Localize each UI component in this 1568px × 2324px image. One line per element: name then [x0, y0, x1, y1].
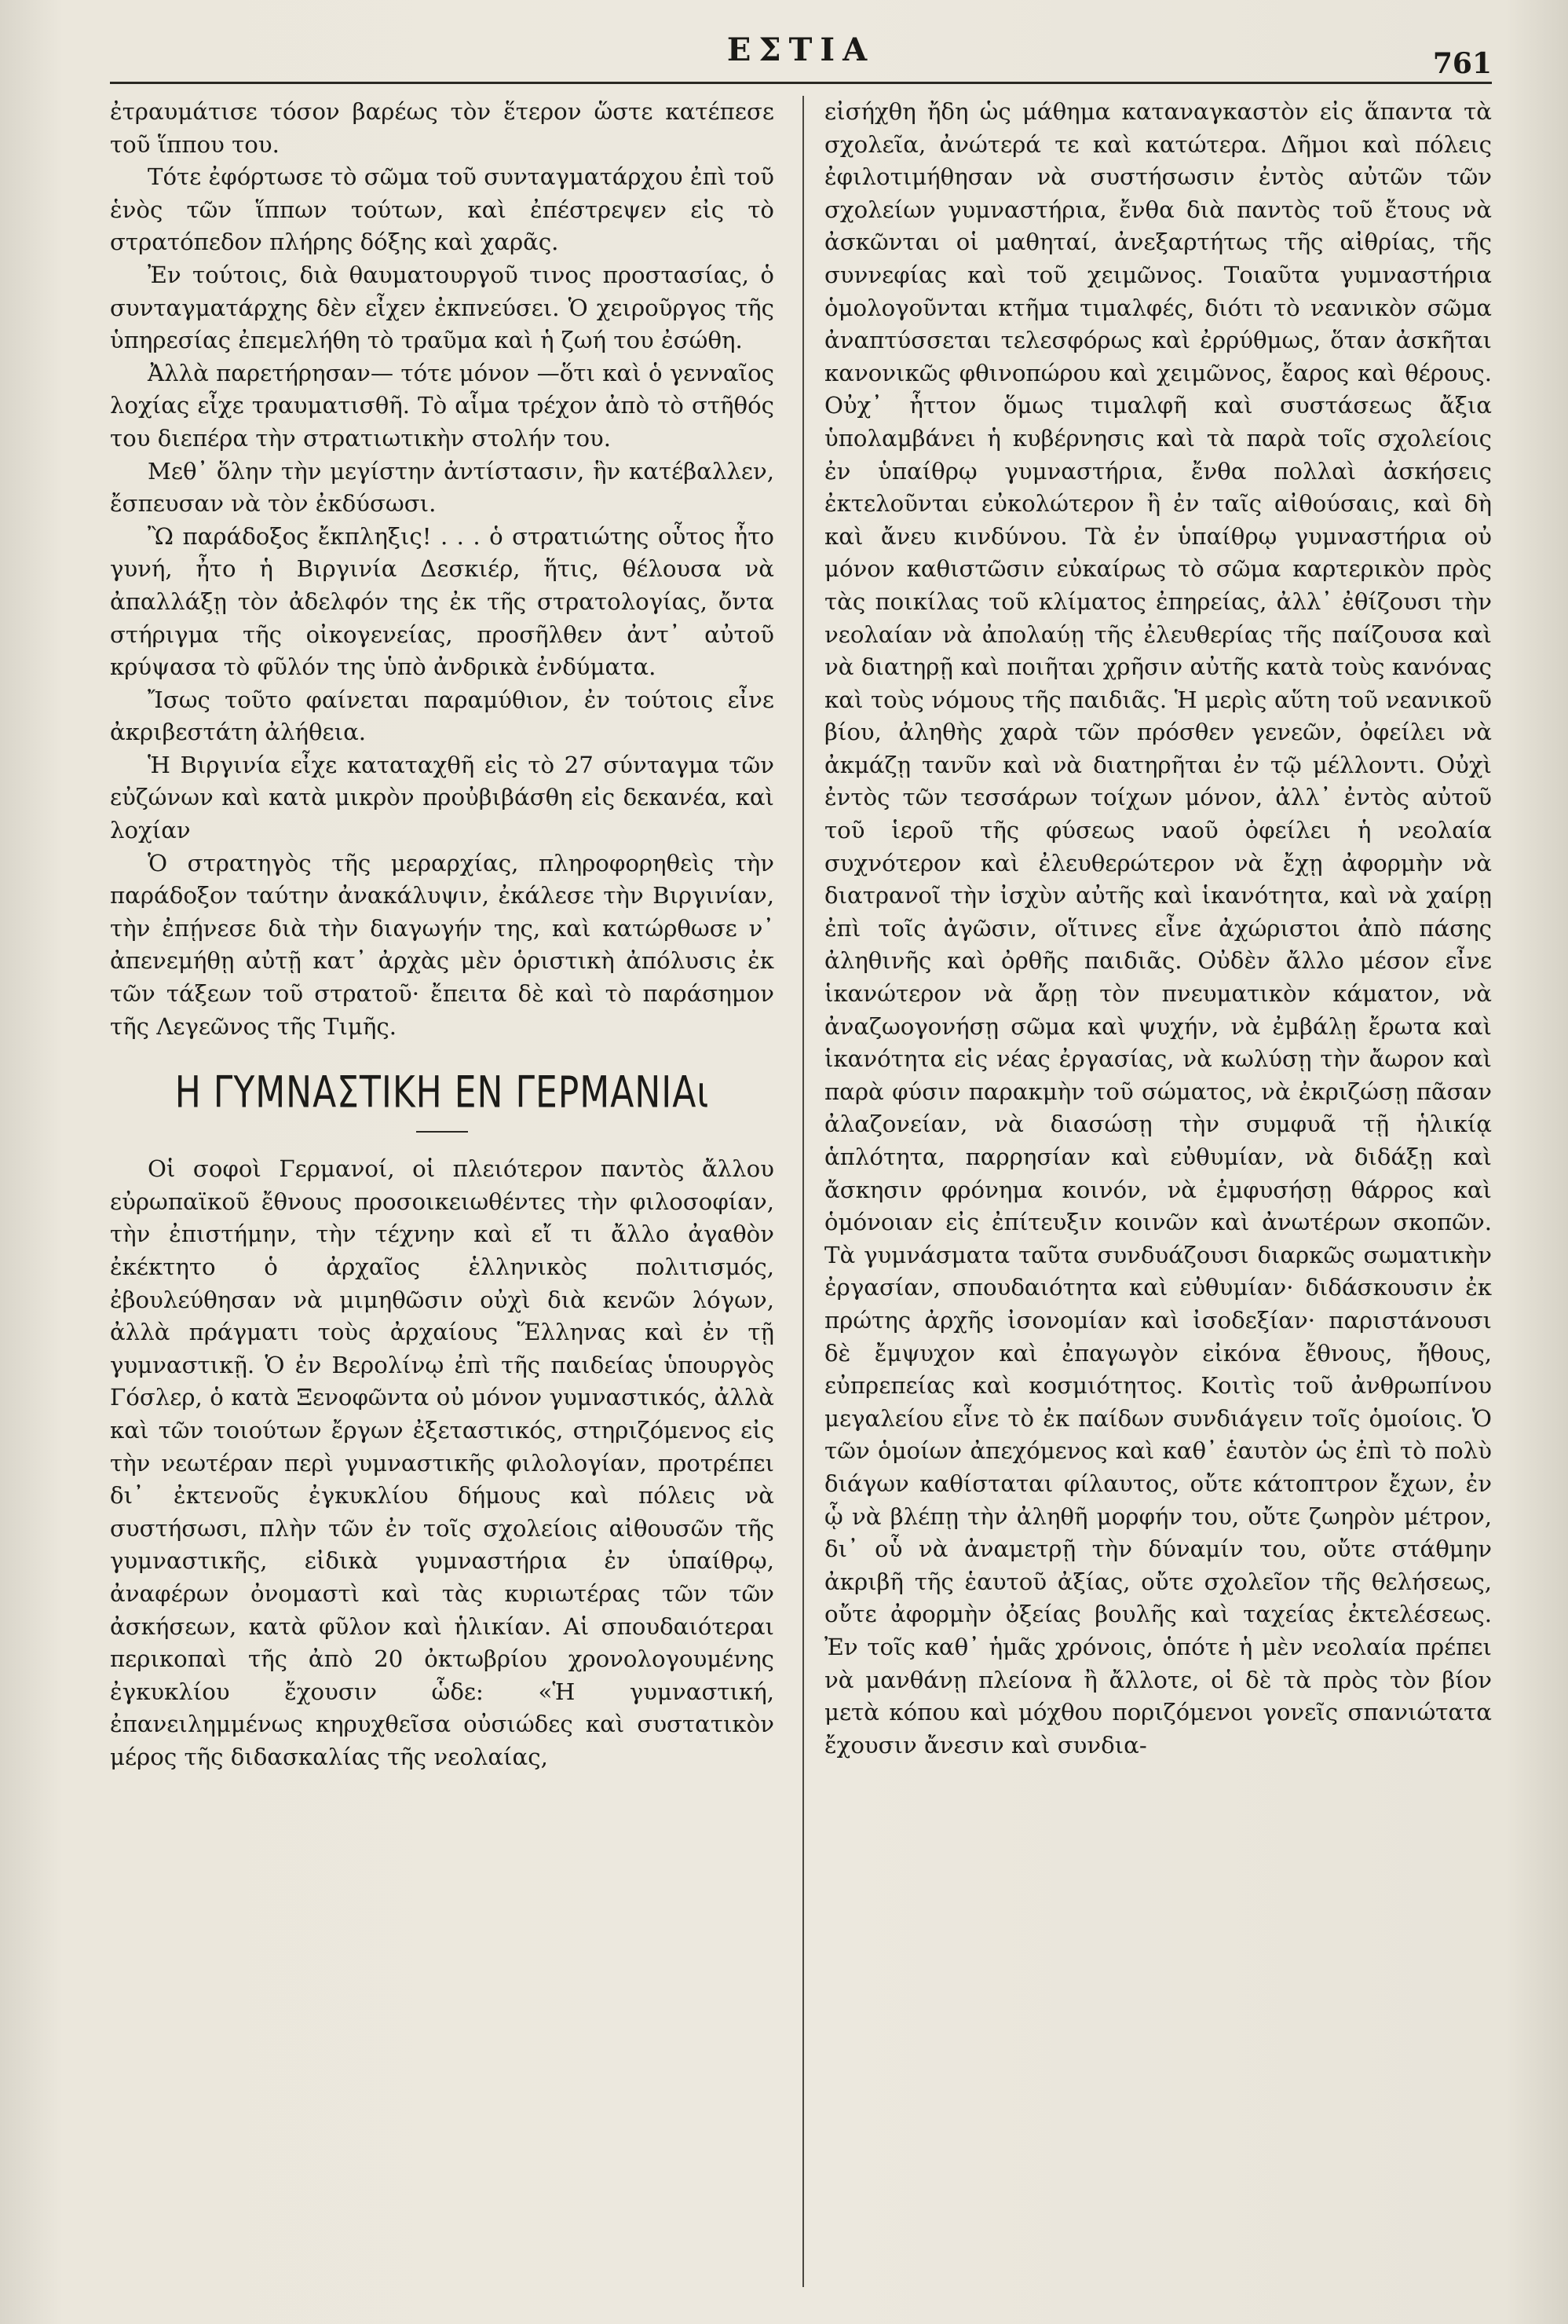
page-header — [110, 24, 1492, 79]
page-number: 761 — [1432, 47, 1492, 80]
paragraph: Ἐν τούτοις, διὰ θαυματουργοῦ τινος προστασίας, ὁ συνταγματάρχης δὲν εἶχεν ἐκπνεύσει. Ὁ χειροῦργος τῆς ὑπηρεσίας ἐπεμελήθη τὸ τραῦμα καὶ ἡ ζωή του ἐσώθη. — [110, 261, 774, 354]
right-column — [801, 96, 1492, 1762]
paragraph: Ὢ παράδοξος ἔκπληξις! . . . ὁ στρατιώτης οὗτος ἦτο γυνή, ἦτο ἡ Βιργινία Δεσκιέρ, ἥτις, θέλουσα νὰ ἀπαλλάξῃ τὸν ἀδελφόν της ἐκ τῆς στρατολογίας, ὄντα στήριγμα τῆς οἰκογενείας, προσῆλθεν ἀντ᾿ αὐτοῦ κρύψασα τὸ φῦλόν της ὑπὸ ἀνδρικὰ ἐνδύματα. — [110, 522, 774, 681]
paragraph: Ἡ Βιργινία εἶχε καταταχθῆ εἰς τὸ 27 σύνταγμα τῶν εὐζώνων καὶ κατὰ μικρὸν προὐβιβάσθη εἰς δεκανέα, καὶ λοχίαν — [110, 751, 774, 844]
left-column — [110, 96, 801, 1774]
paragraph: Ἀλλὰ παρετήρησαν— τότε μόνον —ὅτι καὶ ὁ γενναῖος λοχίας εἶχε τραυματισθῆ. Τὸ αἷμα τρέχον ἀπὸ τὸ στῆθός του διεπέρα τὴν στρατιωτικὴν στολήν του. — [110, 359, 774, 452]
journal-title: ΕΣΤΙΑ — [726, 31, 875, 68]
paragraph: Οἱ σοφοὶ Γερμανοί, οἱ πλειότερον παντὸς ἄλλου εὐρωπαϊκοῦ ἔθνους προσοικειωθέντες τὴν φιλοσοφίαν, τὴν ἐπιστήμην, τὴν τέχνην καὶ εἴ τι ἄλλο ἀγαθὸν ἐκέκτητο ὁ ἀρχαῖος ἑλληνικὸς πολιτισμός, ἐβουλεύθησαν νὰ μιμηθῶσιν οὐχὶ διὰ κενῶν λόγων, ἀλλὰ πράγματι τοὺς ἀρχαίους Ἕλληνας καὶ ἐν τῇ γυμναστικῇ. Ὁ ἐν Βερολίνῳ ἐπὶ τῆς παιδείας ὑπουργὸς Γόσλερ, ὁ κατὰ Ξενοφῶντα οὐ μόνον γυμναστικός, ἀλλὰ καὶ τῶν τοιούτων ἔργων ἐξεταστικός, στηριζόμενος εἰς τὴν νεωτέραν περὶ γυμναστικῆς φιλολογίαν, προτρέπει δι᾿ ἐκτενοῦς ἐγκυκλίου δήμους καὶ πόλεις νὰ συστήσωσι, πλὴν τῶν ἐν τοῖς σχολείοις αἰθουσῶν τῆς γυμναστικῆς, εἰδικὰ γυμναστήρια ἐν ὑπαίθρῳ, ἀναφέρων ὀνομαστὶ καὶ τὰς κυριωτέρας τῶν τῶν ἀσκήσεων, κατὰ φῦλον καὶ ἡλικίαν. Αἱ σπουδαιότεραι περικοπαὶ τῆς ἀπὸ 20 ὀκτωβρίου χρονολογουμένης ἐγκυκλίου ἔχουσιν ὧδε: «Ἡ γυμναστική, ἐπανειλημμένως κηρυχθεῖσα οὐσιώδες καὶ συστατικὸν μέρος τῆς διδασκαλίας τῆς νεολαίας, — [110, 1155, 774, 1770]
paragraph: Ἴσως τοῦτο φαίνεται παραμύθιον, ἐν τούτοις εἶνε ἀκριβεστάτη ἀλήθεια. — [110, 686, 774, 746]
paragraph: ἐτραυμάτισε τόσον βαρέως τὸν ἕτερον ὥστε κατέπεσε τοῦ ἵππου του. — [110, 98, 774, 158]
paragraph: εἰσήχθη ἤδη ὡς μάθημα καταναγκαστὸν εἰς ἅπαντα τὰ σχολεῖα, ἀνώτερά τε καὶ κατώτερα. Δῆμοι καὶ πόλεις ἐφιλοτιμήθησαν νὰ συστήσωσιν ἐντὸς αὐτῶν τῶν σχολείων γυμναστήρια, ἔνθα διὰ παντὸς τοῦ ἔτους νὰ ἀσκῶνται οἱ μαθηταί, ἀνεξαρτήτως τῆς αἰθρίας, τῆς συννεφίας καὶ τοῦ χειμῶνος. Τοιαῦτα γυμναστήρια ὁμολογοῦνται κτῆμα τιμαλφές, διότι τὸ νεανικὸν σῶμα ἀναπτύσσεται τελεσφόρως καὶ ἐρρύθμως, ὅταν ἀσκῆται κανονικῶς φθινοπώρου καὶ χειμῶνος, ἔαρος καὶ θέρους. Οὐχ᾿ ἧττον ὅμως τιμαλφῆ καὶ συστάσεως ἄξια ὑπολαμβάνει ἡ κυβέρνησις καὶ τὰ παρὰ τοῖς σχολείοις ἐν ὑπαίθρῳ γυμναστήρια, ἔνθα πολλαὶ ἀσκήσεις ἐκτελοῦνται εὐκολώτερον ἢ ἐν ταῖς αἰθούσαις, καὶ δὴ καὶ ἄνευ κινδύνου. Τὰ ἐν ὑπαίθρῳ γυμναστήρια οὐ μόνον καθιστῶσιν εὐκαίρως τὸ σῶμα καρτερικὸν πρὸς τὰς ποικίλας τοῦ κλίματος ἐπηρείας, ἀλλ᾿ ἐθίζουσι τὴν νεολαίαν νὰ ἀπολαύῃ τῆς ἐλευθερίας τῆς παίζουσα καὶ νὰ διατηρῇ καὶ ποιῆται χρῆσιν αὐτῆς κατὰ τοὺς κανόνας καὶ τοὺς νόμους τῆς παιδιᾶς. Ἡ μερὶς αὕτη τοῦ νεανικοῦ βίου, ἀληθὴς χαρὰ τῶν πρόσθεν γενεῶν, ὀφείλει νὰ ἀκμάζῃ τανῦν καὶ νὰ διατηρῆται ἐν τῷ μέλλοντι. Οὐχὶ ἐντὸς τῶν τεσσάρων τοίχων μόνον, ἀλλ᾿ ἐντὸς αὐτοῦ τοῦ ἱεροῦ τῆς φύσεως ναοῦ ὀφείλει ἡ νεολαία συχνότερον καὶ ἐλευθερώτερον νὰ ἔχῃ ἀφορμὴν νὰ διατρανοῖ τὴν ἰσχὺν αὐτῆς καὶ ἱκανότητα, καὶ νὰ χαίρῃ ἐπὶ τοῖς ἀγῶσιν, οἵτινες εἶνε ἀχώριστοι ἀπὸ πάσης ἀληθινῆς καὶ ὀρθῆς παιδιᾶς. Οὐδὲν ἄλλο μέσον εἶνε ἱκανώτερον νὰ ἄρῃ τὸν πνευματικὸν κάματον, νὰ ἀναζωογονήσῃ σῶμα καὶ ψυχήν, νὰ ἐμβάλῃ ἔρωτα καὶ ἱκανότητα εἰς νέας ἐργασίας, νὰ κωλύσῃ τὴν ἄωρον καὶ παρὰ φύσιν παρακμὴν τοῦ σώματος, νὰ ἐκριζώσῃ πᾶσαν ἀλαζονείαν, νὰ διασώσῃ τὴν συμφυᾶ τῇ ἡλικίᾳ ἁπλότητα, παρρησίαν καὶ εὐθυμίαν, νὰ διδάξῃ καὶ ἄσκησιν φρόνημα κοινόν, νὰ ἐμφυσήσῃ θάρρος καὶ ὁμόνοιαν εἰς ἐπίτευξιν κοινῶν καὶ ἀνωτέρων σκοπῶν. Τὰ γυμνάσματα ταῦτα συνδυάζουσι διαρκῶς σωματικὴν ἐργασίαν, σπουδαιότητα καὶ εὐθυμίαν· διδάσκουσιν ἐκ πρώτης ἀρχῆς ἰσονομίαν καὶ ἰσοδεξίαν· παριστάνουσι δὲ ἔμψυχον καὶ ἐπαγωγὸν εἰκόνα ἔθνους, ἤθους, εὐπρεπείας καὶ κοσμιότητος. Κοιτὶς τοῦ ἀνθρωπίνου μεγαλείου εἶνε τὸ ἐκ παίδων συνδιάγειν τοῖς ὁμοίοις. Ὁ τῶν ὁμοίων ἀπεχόμενος καὶ καθ᾿ ἑαυτὸν ὡς ἐπὶ τὸ πολὺ διάγων καθίσταται φίλαυτος, οὔτε κάτοπτρον ἔχων, ἐν ᾧ νὰ βλέπῃ τὴν ἀληθῆ μορφήν του, οὔτε ζωηρὸν μέτρον, δι᾿ οὗ νὰ ἀναμετρῇ τὴν δύναμίν του, οὔτε στάθμην ἀκριβῆ τῆς ἑαυτοῦ ἀξίας, οὔτε σχολεῖον τῆς θελήσεως, οὔτε ἀφορμὴν ὀξείας βουλῆς καὶ ταχείας ἐκτελέσεως. Ἐν τοῖς καθ᾿ ἡμᾶς χρόνοις, ὁπότε ἡ μὲν νεολαία πρέπει νὰ μανθάνῃ πλείονα ἢ ἄλλοτε, οἱ δὲ τὰ πρὸς τὸν βίον μετὰ κόπου καὶ μόχθου ποριζόμενοι γονεῖς σπανιώτατα ἔχουσιν ἄνεσιν καὶ συνδια- — [824, 98, 1492, 1759]
paragraph: Ὁ στρατηγὸς τῆς μεραρχίας, πληροφορηθεὶς τὴν παράδοξον ταύτην ἀνακάλυψιν, ἐκάλεσε τὴν Βιργινίαν, τὴν ἐπῄνεσε διὰ τὴν διαγωγήν της, καὶ κατώρθωσε ν᾿ ἀπενεμήθῃ αὐτῇ κατ᾿ ἀρχὰς μὲν ὁριστικὴ ἀπόλυσις ἐκ τῶν τάξεων τοῦ στρατοῦ· ἔπειτα δὲ καὶ τὸ παράσημον τῆς Λεγεῶνος τῆς Τιμῆς. — [110, 849, 774, 1040]
section-title: Η ΓΥΜΝΑΣΤΙΚΗ ΕΝ ΓΕΡΜΑΝΙΑι — [174, 1067, 710, 1118]
header-rule — [110, 82, 1492, 84]
paragraph: Τότε ἐφόρτωσε τὸ σῶμα τοῦ συνταγματάρχου ἐπὶ τοῦ ἑνὸς τῶν ἵππων τούτων, καὶ ἐπέστρεψεν εἰς τὸ στρατόπεδον πλήρης δόξης καὶ χαρᾶς. — [110, 163, 774, 256]
paragraph: Μεθ᾿ ὅλην τὴν μεγίστην ἀντίστασιν, ἣν κατέβαλλεν, ἔσπευσαν νὰ τὸν ἐκδύσωσι. — [110, 457, 774, 518]
title-rule — [416, 1131, 468, 1133]
